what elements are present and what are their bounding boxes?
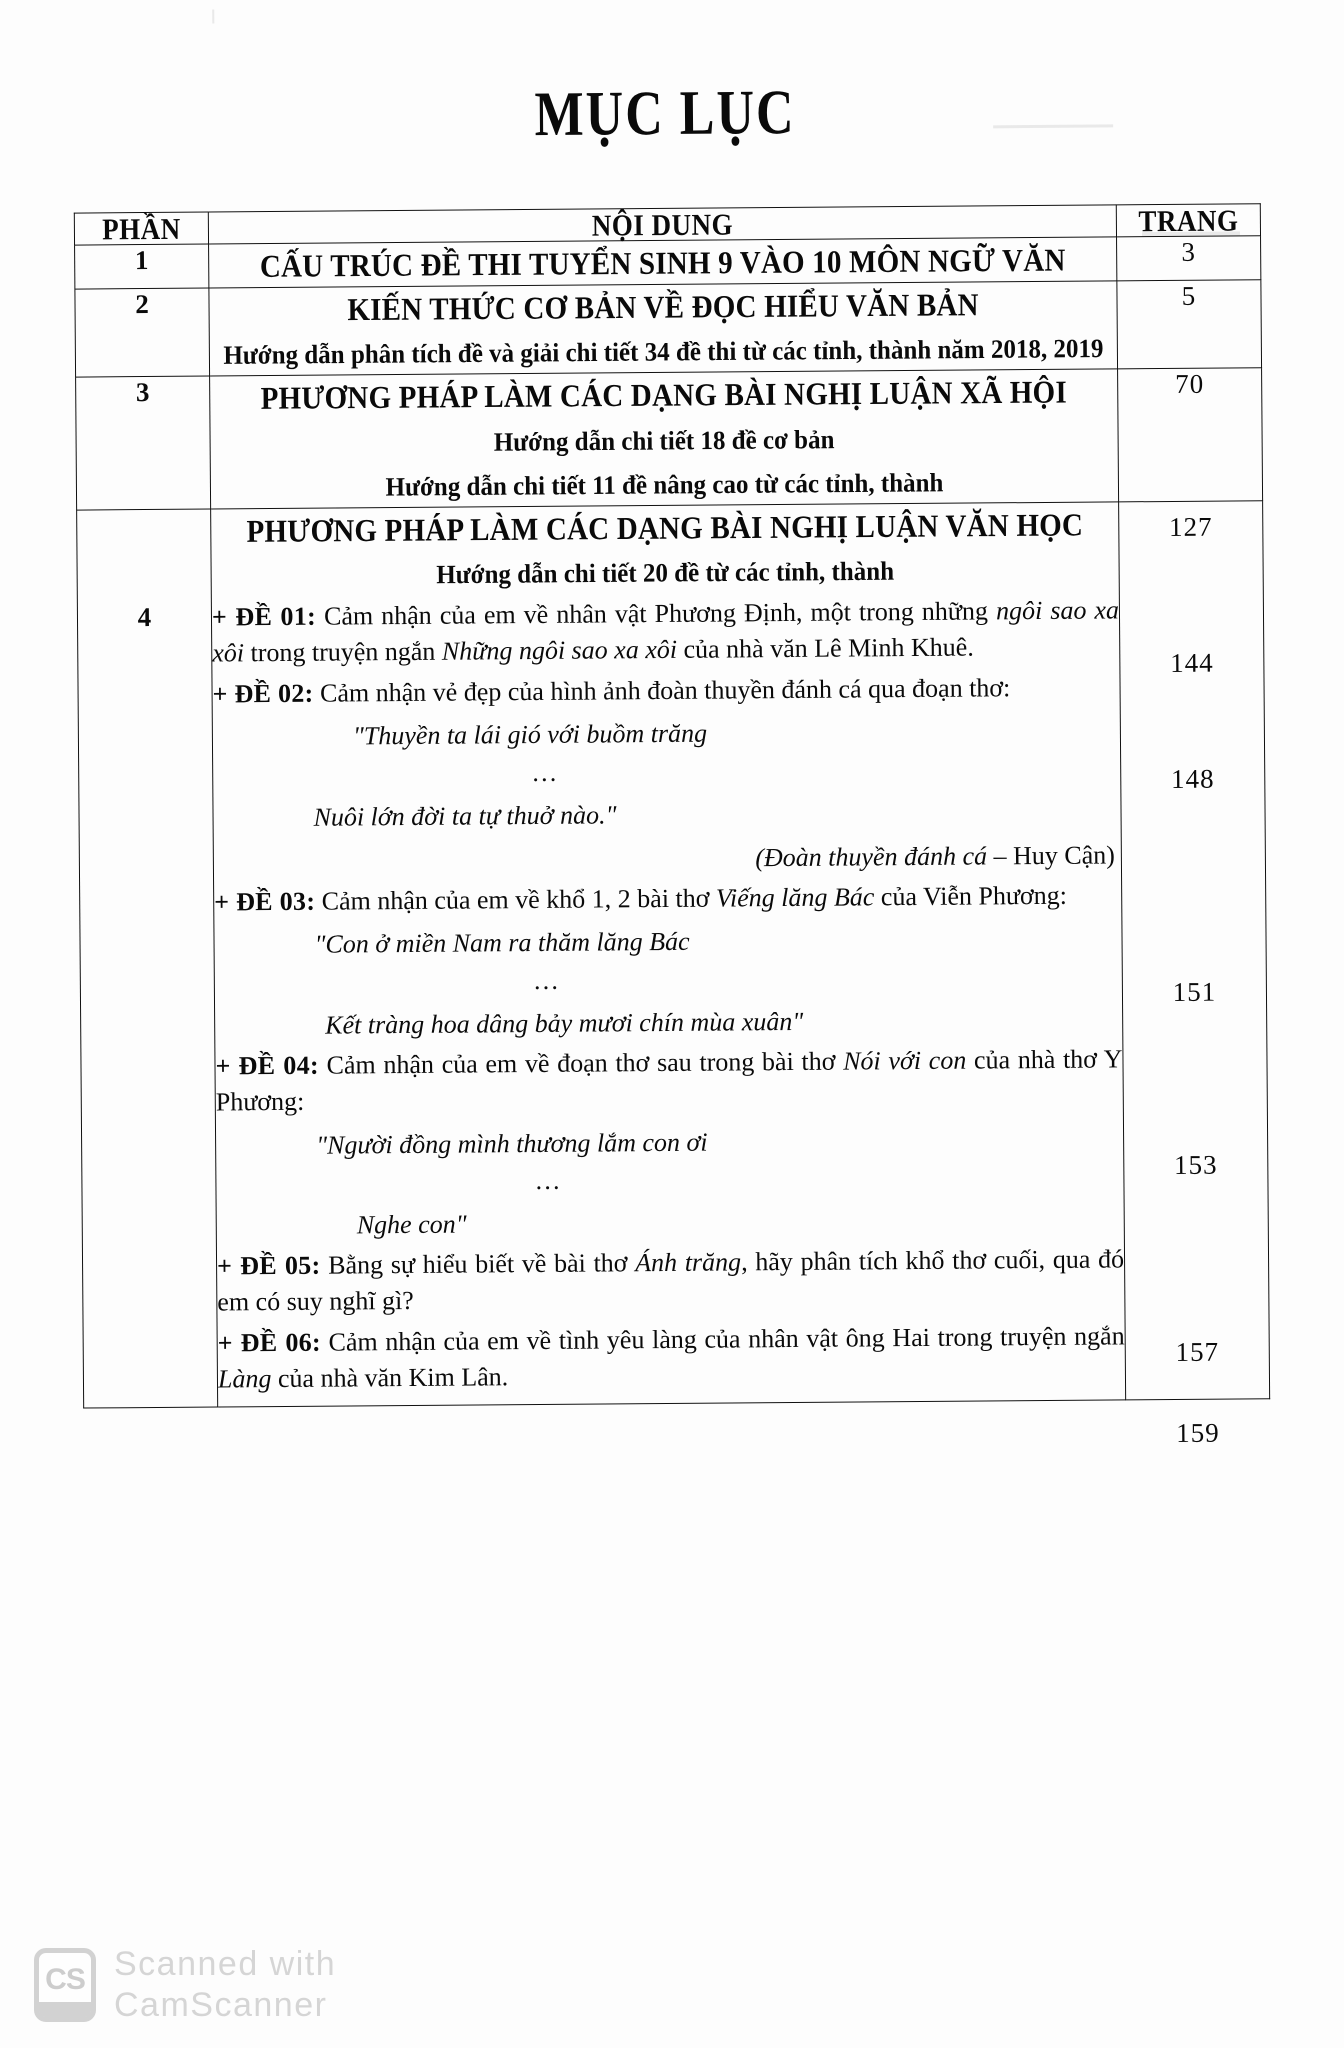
entry-text: Cảm nhận vẻ đẹp của hình ảnh đoàn thuyền đánh cá qua đoạn thơ: xyxy=(313,672,1011,708)
entry-label: + ĐỀ 05: xyxy=(216,1250,321,1281)
entry-text: Bằng sự hiểu biết về bài thơ xyxy=(320,1248,636,1280)
cell-trang xyxy=(1119,500,1270,1448)
table-row xyxy=(76,368,1263,510)
quote-line: "Thuyền ta lái gió với buồm trăng xyxy=(352,718,708,751)
camscanner-logo-bar xyxy=(39,2002,91,2017)
table-row xyxy=(77,500,1270,1408)
quote-ellipsis: … xyxy=(536,1166,562,1196)
quote-line: Nghe con" xyxy=(356,1209,467,1240)
page-number: 5 xyxy=(1181,280,1197,311)
entry-text: Cảm nhận của em về nhân vật Phương Định, một trong những xyxy=(315,596,997,631)
quote-attribution xyxy=(214,838,1121,879)
column-header-noidung: NỘI DUNG xyxy=(208,203,1116,246)
page-number: 159 xyxy=(1176,1417,1220,1448)
section-title: CẤU TRÚC ĐỀ THI TUYỂN SINH 9 VÀO 10 MÔN NGỮ VĂN xyxy=(259,242,1066,285)
toc-entry-de-02 xyxy=(212,669,1119,712)
page-number: 144 xyxy=(1169,647,1214,678)
quote-line: "Người đồng mình thương lắm con ơi xyxy=(316,1127,708,1160)
cell-content xyxy=(210,369,1119,509)
camscanner-watermark xyxy=(34,1944,336,2027)
camscanner-logo-text: CS xyxy=(45,1963,85,1997)
column-header-trang: TRANG xyxy=(1116,202,1260,239)
cell-phan-number: 1 xyxy=(75,244,209,289)
entry-label: + ĐỀ 04: xyxy=(215,1050,320,1081)
cell-content xyxy=(211,501,1126,1407)
entry-text: của nhà văn Lê Minh Khuê. xyxy=(676,632,974,664)
entry-text: của nhà văn Kim Lân. xyxy=(271,1361,509,1393)
table-row xyxy=(75,279,1262,376)
section-title: PHƯƠNG PHÁP LÀM CÁC DẠNG BÀI NGHỊ LUẬN VĂN HỌC xyxy=(246,507,1084,550)
scan-speck xyxy=(212,9,214,23)
entry-text: Cảm nhận của em về đoạn thơ sau trong bài thơ xyxy=(318,1046,844,1080)
entry-text: Cảm nhận của em về khổ 1, 2 bài thơ xyxy=(315,883,717,916)
table-header-row xyxy=(74,204,1260,245)
cell-content xyxy=(209,281,1118,376)
entry-label: + ĐỀ 03: xyxy=(214,886,316,917)
cell-trang xyxy=(1117,236,1261,281)
camscanner-logo-icon xyxy=(34,1948,96,2022)
entry-title-italic: Viếng lăng Bác xyxy=(715,881,875,913)
quote-ellipsis: … xyxy=(534,966,561,996)
entry-label: + ĐỀ 06: xyxy=(217,1327,322,1358)
cell-trang xyxy=(1118,368,1263,502)
entry-text: Cảm nhận của em về tình yêu làng của nhân vật ông Hai trong truyện ngắn xyxy=(320,1321,1125,1357)
section-subtitle: Hướng dẫn phân tích đề và giải chi tiết 34 đề thi từ các tỉnh, thành năm 2018, 2019 xyxy=(223,335,1104,371)
entry-title-italic: Nói với con xyxy=(843,1045,967,1076)
attribution-work: (Đoàn thuyền đánh cá xyxy=(755,841,988,873)
attribution-author: – Huy Cận) xyxy=(986,840,1115,871)
table-of-contents xyxy=(74,202,1270,1448)
quote-line: Kết tràng hoa dâng bảy mươi chín mùa xuân" xyxy=(325,1006,804,1040)
entry-title-italic: ngôi sao xa xôi xyxy=(212,595,1120,668)
toc-entry-de-06 xyxy=(218,1318,1126,1397)
toc-entry-de-04 xyxy=(215,1041,1123,1120)
section-subtitle-1: Hướng dẫn chi tiết 18 đề cơ bản xyxy=(493,425,835,457)
quote-line: "Con ở miền Nam ra thăm lăng Bác xyxy=(314,927,690,960)
toc-entry-de-03 xyxy=(214,877,1121,920)
entry-label: + ĐỀ 02: xyxy=(212,678,314,709)
page-number: 70 xyxy=(1175,368,1205,399)
camscanner-caption xyxy=(114,1944,336,2027)
entry-label: + ĐỀ 01: xyxy=(211,601,317,632)
quote-line: Nuôi lớn đời ta tự thuở nào." xyxy=(313,800,617,832)
page-number: 157 xyxy=(1175,1336,1220,1367)
page-number: 151 xyxy=(1172,976,1217,1007)
watermark-line-1: Scanned with xyxy=(114,1945,337,1983)
page-number: 153 xyxy=(1173,1149,1218,1180)
quote-ellipsis: … xyxy=(533,757,559,788)
entry-title-italic: Những ngôi sao xa xôi xyxy=(441,634,678,666)
entry-title-italic: Làng xyxy=(217,1363,272,1394)
entry-text: của Viễn Phương: xyxy=(874,880,1068,911)
entry-text: của nhà thơ Y Phương: xyxy=(215,1044,1123,1117)
page-number: 148 xyxy=(1170,763,1215,794)
page-number: 127 xyxy=(1168,511,1213,542)
entry-text: trong truyện ngắn xyxy=(243,636,442,667)
cell-phan-number: 3 xyxy=(76,376,211,510)
toc-entry-de-01 xyxy=(212,592,1120,671)
cell-trang xyxy=(1117,279,1262,368)
page-number: 3 xyxy=(1181,236,1197,267)
cell-phan-number: 2 xyxy=(75,288,210,377)
watermark-line-2: CamScanner xyxy=(114,1986,328,2025)
cell-phan-number: 4 xyxy=(77,509,218,1409)
section-title: PHƯƠNG PHÁP LÀM CÁC DẠNG BÀI NGHỊ LUẬN XÃ HỘI xyxy=(260,374,1067,417)
page-title: MỤC LỤC xyxy=(534,78,796,150)
section-title: KIẾN THỨC CƠ BẢN VỀ ĐỌC HIỂU VĂN BẢN xyxy=(347,287,979,328)
column-header-phan: PHẦN xyxy=(74,210,208,247)
section-subtitle-2: Hướng dẫn chi tiết 11 đề nâng cao từ các tỉnh, thành xyxy=(385,469,944,503)
entry-text: , hãy phân tích khổ thơ cuối, qua đó em có suy nghĩ gì? xyxy=(217,1244,1125,1317)
entry-title-italic: Ánh trăng xyxy=(635,1247,742,1278)
toc-entry-de-05 xyxy=(217,1241,1125,1320)
section-subtitle: Hướng dẫn chi tiết 20 đề từ các tỉnh, thành xyxy=(436,557,895,590)
